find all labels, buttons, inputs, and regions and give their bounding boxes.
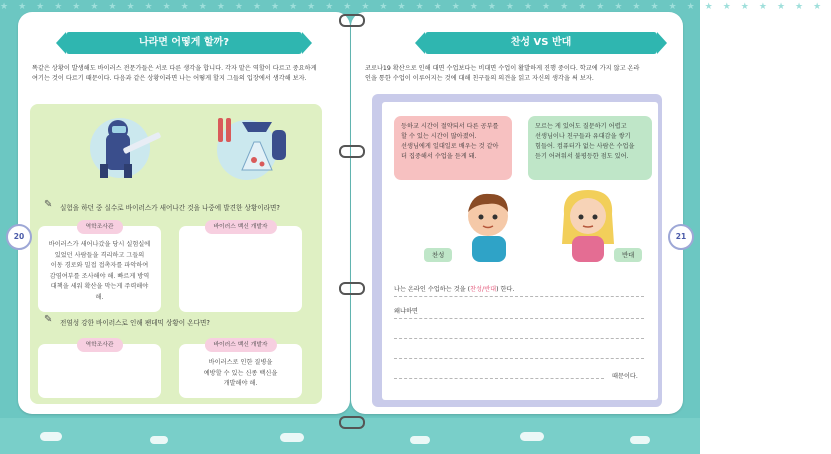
question-2: 전염성 강한 바이러스로 인해 팬데믹 상황이 온다면? xyxy=(60,319,210,327)
scenario-panel xyxy=(30,104,322,404)
page-title: 나라면 어떻게 할까? xyxy=(66,32,302,54)
answer-line: 이동 경로와 밀접 접촉자를 파악하여 xyxy=(50,262,149,269)
binder-ring xyxy=(339,282,365,295)
left-page xyxy=(18,12,350,414)
notebook-page xyxy=(382,102,658,400)
opinion-notebook xyxy=(372,94,662,407)
writing-line[interactable] xyxy=(394,338,644,339)
bubble-line: 할 수 있는 시간이 많아졌어. xyxy=(401,133,477,140)
answer-line: 바이러스가 새어나갔을 당시 실험실에 xyxy=(48,241,151,248)
hazmat-scientist-illustration xyxy=(80,112,170,182)
bubble-line: 듣기 어려워서 불평등한 점도 있어. xyxy=(535,153,629,160)
choice-for[interactable]: 찬성 xyxy=(470,286,482,293)
right-page xyxy=(351,12,683,414)
intro-line: 코로나19 확산으로 인해 대면 수업보다는 비대면 수업이 활발하게 진행 중이다. 학교에 가지 않고 온라 xyxy=(365,65,640,72)
page-number-left: 20 xyxy=(6,224,32,250)
role-label: 역학조사관 xyxy=(77,220,123,234)
choice-separator: / xyxy=(482,286,485,293)
cloud-icon xyxy=(40,432,62,441)
star-pattern: ★★★★★★★★★★★★★★★★★★★★★★★★★★★★★★★★★★★★★★★★★★★★★★ xyxy=(0,2,831,12)
prompt-text: ) 한다. xyxy=(496,286,515,293)
intro-line: 인을 통한 수업이 이루어지는 것에 대해 친구들의 의견을 읽고 자신의 생각을 써 보자. xyxy=(365,75,594,82)
answer-text xyxy=(187,358,294,390)
question-1: 실험을 하던 중 실수로 바이러스가 새어나간 것을 나중에 발견한 상황이라면? xyxy=(60,204,280,212)
pencil-icon: ✎ xyxy=(44,199,53,210)
role-label: 역학조사관 xyxy=(77,338,123,352)
binder-ring xyxy=(339,14,365,27)
bubble-line: 힘들어. 컴퓨터가 없는 사람은 수업을 xyxy=(535,143,635,150)
ending-label: 때문이다. xyxy=(612,373,638,380)
answer-line: 바이러스로 인한 질병을 xyxy=(208,359,273,366)
answer-line: 있었던 사람들을 격리하고 그들의 xyxy=(54,251,145,259)
writing-line[interactable] xyxy=(394,358,644,359)
answer-line: 대책을 세워 확산을 막는게 주력해야 해. xyxy=(50,283,149,301)
writing-line[interactable] xyxy=(394,296,644,297)
intro-line: 똑같은 상황이 발생해도 바이러스 전문가들은 서로 다른 생각을 합니다. 각자 맡은 역할이 다르고 중요하게 xyxy=(32,65,317,72)
pencil-icon: ✎ xyxy=(44,314,53,325)
tag-for: 찬성 xyxy=(424,248,452,262)
writing-line[interactable] xyxy=(394,378,604,379)
tag-against: 반대 xyxy=(614,248,642,262)
intro-text xyxy=(32,64,338,84)
binder-ring xyxy=(339,416,365,429)
bubble-line: 등하교 시간이 절약되서 다른 공부를 xyxy=(401,123,499,130)
lab-test-illustration xyxy=(202,112,292,182)
binder-ring xyxy=(339,145,365,158)
cloud-icon xyxy=(150,436,168,444)
role-label: 바이러스 백신 개발자 xyxy=(204,220,276,234)
answer-line: 예방할 수 있는 신종 백신을 xyxy=(203,369,278,377)
answer-line: 개발해야 해. xyxy=(223,380,258,387)
answer-text xyxy=(46,240,153,303)
intro-line: 여기는 것이 다르기 때문이다. 다음과 같은 상황이라면 나는 어떻게 할지 그들의 입장에서 생각해 보자. xyxy=(32,75,307,82)
answer-line: 감염여부를 조사해야 해. 빠르게 방역 xyxy=(49,272,150,280)
because-label: 왜냐하면 xyxy=(394,308,418,315)
answer-card-investigator-2[interactable] xyxy=(38,344,161,398)
page-number-right: 21 xyxy=(668,224,694,250)
boy-illustration xyxy=(450,184,530,264)
choice-against[interactable]: 반대 xyxy=(484,286,497,293)
bubble-line: 모르는 게 있어도 질문하기 어렵고 xyxy=(535,123,627,130)
writing-line[interactable] xyxy=(394,318,644,319)
cloud-icon xyxy=(630,436,650,444)
role-label: 바이러스 백신 개발자 xyxy=(204,338,276,352)
bubble-line: 선생님이나 친구들과 유대감을 쌓기 xyxy=(535,133,631,140)
speech-bubble-against xyxy=(528,116,652,180)
answer-card-vaccine-2[interactable] xyxy=(179,344,302,398)
cloud-icon xyxy=(520,432,544,441)
answer-card-vaccine-1[interactable] xyxy=(179,226,302,312)
speech-bubble-for xyxy=(394,116,512,180)
cloud-icon xyxy=(410,436,430,444)
prompt-text: 나는 온라인 수업하는 것을 ( xyxy=(394,286,471,293)
bubble-line: 선생님에게 일대일로 배우는 것 같아 xyxy=(401,143,499,150)
opinion-prompt xyxy=(394,284,514,293)
page-title: 찬성 VS 반대 xyxy=(425,32,657,54)
bubble-line: 더 집중해서 수업을 듣게 돼. xyxy=(401,153,477,160)
intro-text xyxy=(365,64,671,84)
cloud-icon xyxy=(280,433,304,442)
answer-card-investigator-1[interactable] xyxy=(38,226,161,312)
